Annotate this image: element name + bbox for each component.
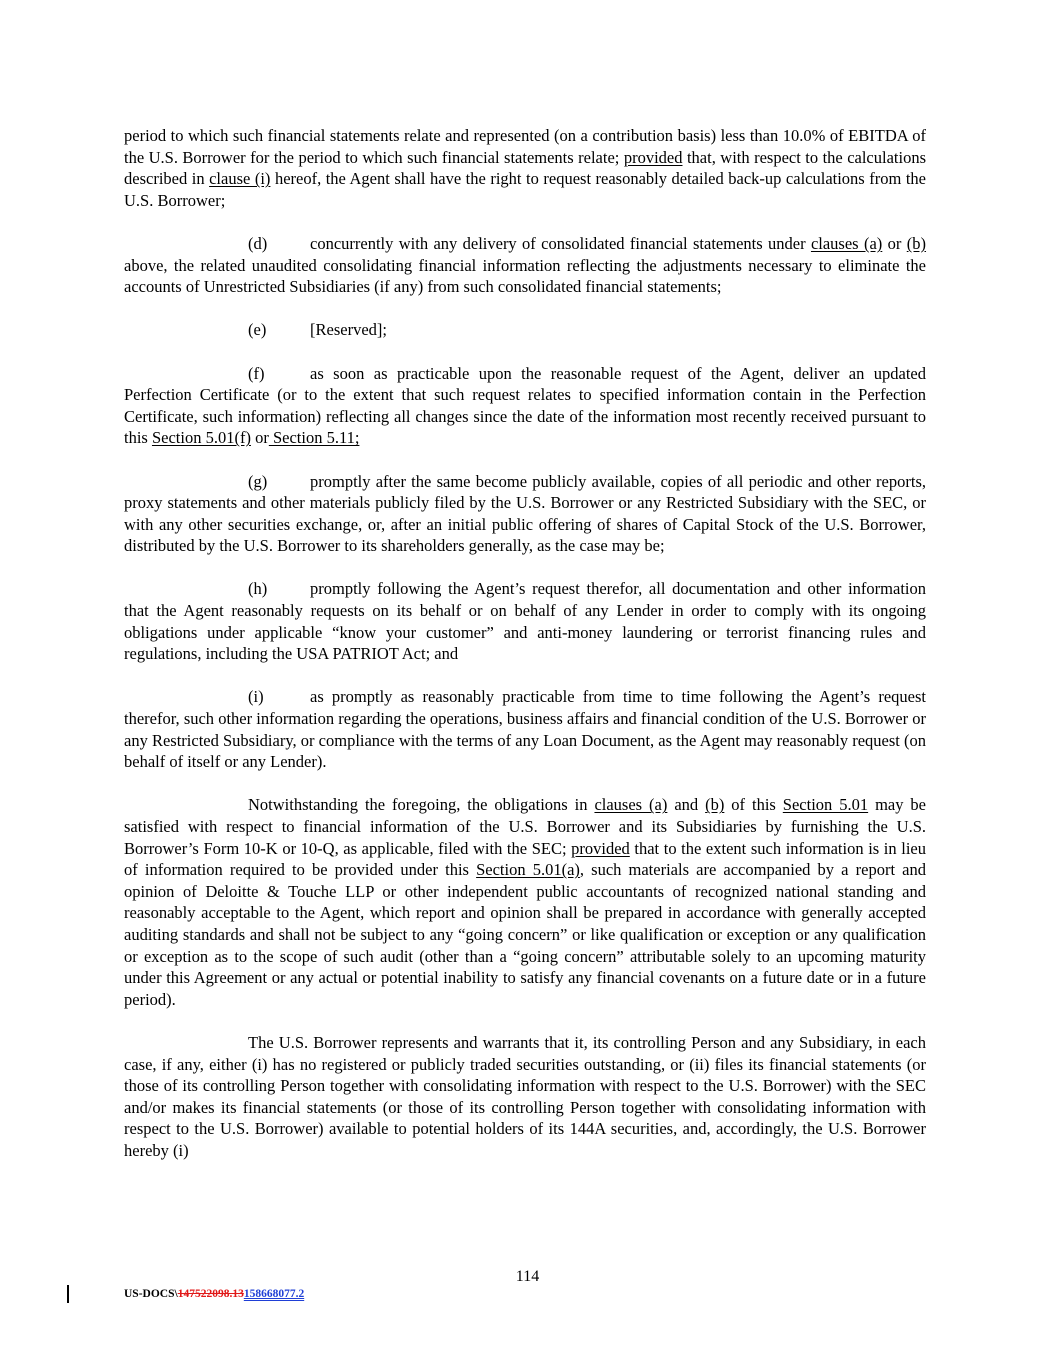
- document-id-footer: [124, 1288, 304, 1300]
- clause-b-reference: (b): [906, 233, 927, 253]
- doc-id-deleted: 147522098.13: [177, 1288, 244, 1300]
- text: above, the related unaudited consolidating financial information reflecting the adjustments necessary to eliminate the accounts of Unrestricted Subsidiaries (if any) from such consolidated financial statements;: [124, 255, 926, 297]
- text: [Reserved];: [310, 320, 387, 340]
- paragraph-continuation: [124, 125, 926, 211]
- clause-label-h: (h): [248, 579, 268, 599]
- text: , such materials are accompanied by a report and opinion of Deloitte & Touche LLP or other independent public accountants of recognized national standing and reasonably acceptable to the Agent, which report and opinion shall be prepared in accordance with generally accepted auditing standards and shall not be subject to any “going concern” or like qualification or exception or any qualification or exception as to the scope of such audit (other than a “going concern” attributable solely to an upcoming maturity under this Agreement or any actual or potential inability to satisfy any financial covenants on a future date or in a future period).: [124, 860, 926, 1009]
- text: that to the extent such information is in lieu of information required to be provided under this: [124, 838, 926, 880]
- document-body: [124, 125, 926, 1183]
- text: period to which such financial statements relate and represented (on a contribution basis) less than 10.0% of EBITDA of the U.S. Borrower for the period to which such financial statements relate;: [124, 126, 926, 167]
- text: promptly following the Agent’s request therefor, all documentation and other information that the Agent reasonably requests on its behalf or on behalf of any Lender in order to comply with its ongoing obligations under applicable “know your customer” and anti-money laundering or terrorist financing rules and regulations, including the USA PATRIOT Act; and: [124, 579, 926, 664]
- paragraph-d: [124, 233, 926, 298]
- provided-term: provided: [571, 838, 630, 858]
- section-5-01-reference: Section 5.01: [782, 795, 869, 815]
- doc-id-prefix: US-DOCS\: [124, 1288, 178, 1300]
- text: Notwithstanding the foregoing, the obligations in: [248, 795, 595, 815]
- clause-label-i: (i): [248, 687, 264, 707]
- text: concurrently with any delivery of consolidated financial statements under: [310, 233, 811, 253]
- clause-label-e: (e): [248, 320, 267, 340]
- text: promptly after the same become publicly available, copies of all periodic and other reports, proxy statements and other materials publicly filed by the U.S. Borrower or any Restricted Subsidiary with the SEC, or with any other securities exchange, or, after an initial public offering of shares of Capital Stock of the U.S. Borrower, distributed by the U.S. Borrower to its shareholders generally, as the case may be;: [124, 471, 926, 556]
- paragraph-notwithstanding: [124, 794, 926, 1010]
- section-5-01-a-reference: Section 5.01(a): [476, 860, 580, 880]
- text: or: [250, 428, 269, 448]
- clauses-a-reference: clauses (a): [810, 233, 883, 253]
- paragraph-e: [124, 319, 926, 341]
- section-5-11-reference: Section 5.11;: [268, 428, 360, 448]
- clause-label-f: (f): [248, 363, 265, 383]
- provided-term: provided: [623, 147, 683, 167]
- clause-label-g: (g): [248, 471, 268, 491]
- text: or: [882, 233, 907, 253]
- clause-label-d: (d): [248, 233, 268, 253]
- paragraph-h: [124, 578, 926, 664]
- clause-b-reference: (b): [705, 795, 725, 815]
- paragraph-g: [124, 471, 926, 557]
- text: of this: [724, 795, 783, 815]
- change-bar: [67, 1285, 69, 1303]
- text: that, with respect to the calculations described in: [124, 147, 927, 189]
- paragraph-represents: [124, 1032, 926, 1162]
- text: hereof, the Agent shall have the right to request reasonably detailed back-up calculations from the U.S. Borrower;: [124, 169, 926, 210]
- clauses-a-reference: clauses (a): [594, 795, 668, 815]
- text: may be satisfied with respect to financial information of the U.S. Borrower and its Subsidiaries by furnishing the U.S. Borrower’s Form 10-K or 10-Q, as applicable, filed with the SEC;: [124, 795, 927, 858]
- page-number: 114: [515, 1268, 540, 1285]
- text: and: [667, 795, 706, 815]
- doc-id-inserted: 158668077.2: [243, 1288, 305, 1300]
- text: The U.S. Borrower represents and warrants that it, its controlling Person and any Subsidiary, in each case, if any, either (i) has no registered or publicly traded securities outstanding, or (ii) files its financial statements (or those of its controlling Person together with consolidating information with respect to the U.S. Borrower) with the SEC and/or makes its financial statements (or those of its controlling Person together with consolidating information with respect to the U.S. Borrower) available to potential holders of its 144A securities, and, accordingly, the U.S. Borrower hereby (i): [124, 1032, 926, 1160]
- clause-i-reference: clause (i): [209, 169, 271, 189]
- text: as promptly as reasonably practicable from time to time following the Agent’s request therefor, such other information regarding the operations, business affairs and financial condition of the U.S. Borrower or any Restricted Subsidiary, or compliance with the terms of any Loan Document, as the Agent may reasonably request (on behalf of itself or any Lender).: [124, 687, 926, 772]
- paragraph-i: [124, 686, 926, 772]
- paragraph-f: [124, 363, 926, 449]
- section-5-01-f-reference: Section 5.01(f): [151, 428, 251, 448]
- text: as soon as practicable upon the reasonable request of the Agent, deliver an updated Perfection Certificate (or to the extent that such request relates to specified information contain in the Perfection Certificate, such information) reflecting all changes since the date of the information most recently received pursuant to this: [124, 363, 926, 448]
